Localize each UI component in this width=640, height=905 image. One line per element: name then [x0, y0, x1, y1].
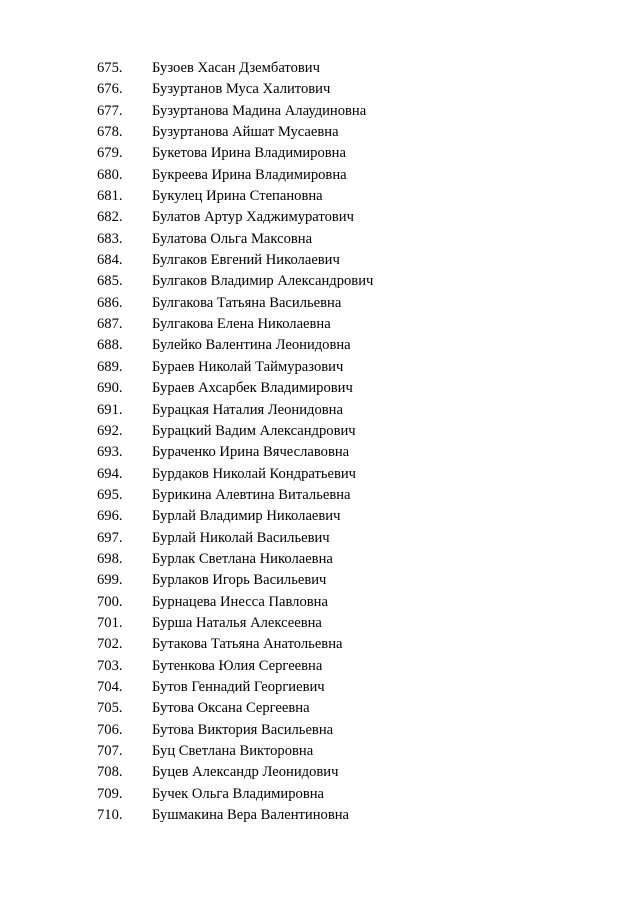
entry-name: Бузуртанова Мадина Алаудиновна: [152, 102, 367, 119]
list-item: [0, 464, 640, 485]
entry-number: 694.: [97, 465, 123, 482]
entry-name: Булгакова Елена Николаевна: [152, 316, 331, 333]
entry-name: Бурикина Алевтина Витальевна: [152, 486, 351, 503]
entry-name: Букреева Ирина Владимировна: [152, 166, 347, 183]
entry-number: 679.: [97, 145, 123, 162]
entry-number: 689.: [97, 358, 123, 375]
list-item: [0, 805, 640, 826]
entry-number: 684.: [97, 252, 123, 269]
entry-number: 686.: [97, 294, 123, 311]
list-item: [0, 335, 640, 356]
entry-number: 687.: [97, 316, 123, 333]
entry-name: Булгаков Владимир Александрович: [152, 273, 374, 290]
list-item: [0, 293, 640, 314]
entry-number: 685.: [97, 273, 123, 290]
entry-name: Бурацкая Наталия Леонидовна: [152, 401, 343, 418]
entry-name: Бузуртанова Айшат Мусаевна: [152, 124, 339, 141]
entry-number: 678.: [97, 124, 123, 141]
entry-name: Бутова Оксана Сергеевна: [152, 700, 310, 717]
entry-number: 688.: [97, 337, 123, 354]
entry-name: Бурлай Владимир Николаевич: [152, 508, 341, 525]
entry-name: Бураев Николай Таймуразович: [152, 358, 344, 375]
entry-name: Бурнацева Инесса Павловна: [152, 593, 328, 610]
entry-name: Бутов Геннадий Георгиевич: [152, 678, 325, 695]
entry-name: Бушмакина Вера Валентиновна: [152, 807, 350, 824]
list-item: [0, 677, 640, 698]
entry-name: Бурацкий Вадим Александрович: [152, 422, 356, 439]
entry-name: Бурлай Николай Васильевич: [152, 529, 330, 546]
list-item: [0, 165, 640, 186]
name-list: [0, 58, 640, 826]
entry-number: 700.: [97, 593, 123, 610]
entry-number: 697.: [97, 529, 123, 546]
entry-name: Бутакова Татьяна Анатольевна: [152, 636, 343, 653]
list-item: [0, 250, 640, 271]
list-item: [0, 656, 640, 677]
list-item: [0, 378, 640, 399]
entry-number: 692.: [97, 422, 123, 439]
entry-number: 699.: [97, 572, 123, 589]
entry-name: Бузоев Хасан Дзембатович: [152, 60, 320, 76]
entry-name: Бучек Ольга Владимировна: [152, 785, 325, 802]
entry-number: 696.: [97, 508, 123, 525]
entry-name: Бузуртанов Муса Халитович: [152, 81, 331, 98]
list-item: [0, 101, 640, 122]
list-item: [0, 506, 640, 527]
entry-name: Булейко Валентина Леонидовна: [152, 337, 351, 354]
entry-number: 708.: [97, 764, 123, 781]
entry-number: 683.: [97, 230, 123, 247]
entry-name: Булгаков Евгений Николаевич: [152, 252, 340, 269]
entry-number: 701.: [97, 614, 123, 631]
entry-number: 709.: [97, 785, 123, 802]
list-item: [0, 271, 640, 292]
entry-name: Бураченко Ирина Вячеславовна: [152, 444, 350, 461]
entry-number: 682.: [97, 209, 123, 226]
entry-name: Бурлаков Игорь Васильевич: [152, 572, 327, 589]
entry-number: 704.: [97, 678, 123, 695]
list-item: [0, 485, 640, 506]
entry-number: 698.: [97, 550, 123, 567]
entry-name: Бутенкова Юлия Сергеевна: [152, 657, 323, 674]
entry-number: 703.: [97, 657, 123, 674]
list-item: [0, 79, 640, 100]
list-item: [0, 570, 640, 591]
entry-number: 693.: [97, 444, 123, 461]
list-item: [0, 122, 640, 143]
list-item: [0, 784, 640, 805]
entry-name: Бурша Наталья Алексеевна: [152, 614, 322, 631]
entry-name: Бурдаков Николай Кондратьевич: [152, 465, 357, 482]
list-item: [0, 528, 640, 549]
list-item: [0, 314, 640, 335]
entry-number: 681.: [97, 188, 123, 205]
entry-number: 707.: [97, 743, 123, 759]
list-item: [0, 698, 640, 719]
entry-number: 676.: [97, 81, 123, 98]
list-item: [0, 741, 640, 762]
list-item: [0, 592, 640, 613]
list-item: [0, 613, 640, 634]
list-item: [0, 549, 640, 570]
entry-number: 680.: [97, 166, 123, 183]
list-item: [0, 762, 640, 783]
entry-number: 695.: [97, 486, 123, 503]
entry-number: 691.: [97, 401, 123, 418]
entry-number: 677.: [97, 102, 123, 119]
entry-name: Булатова Ольга Максовна: [152, 230, 313, 247]
entry-number: 690.: [97, 380, 123, 397]
list-item: [0, 207, 640, 228]
entry-name: Бураев Ахсарбек Владимирович: [152, 380, 353, 397]
list-item: [0, 400, 640, 421]
entry-number: 702.: [97, 636, 123, 653]
list-item: [0, 186, 640, 207]
entry-number: 706.: [97, 721, 123, 738]
entry-name: Бурлак Светлана Николаевна: [152, 550, 333, 567]
entry-name: Букетова Ирина Владимировна: [152, 145, 346, 162]
list-item: [0, 634, 640, 655]
entry-name: Буцев Александр Леонидович: [152, 764, 339, 781]
entry-number: 705.: [97, 700, 123, 717]
entry-number: 710.: [97, 807, 123, 824]
entry-number: 675.: [97, 60, 123, 76]
list-item: [0, 421, 640, 442]
entry-name: Буц Светлана Викторовна: [152, 743, 314, 759]
list-item: [0, 229, 640, 250]
list-item: [0, 442, 640, 463]
list-item: [0, 58, 640, 79]
entry-name: Букулец Ирина Степановна: [152, 188, 323, 205]
entry-name: Бутова Виктория Васильевна: [152, 721, 334, 738]
entry-name: Булатов Артур Хаджимуратович: [152, 209, 354, 226]
list-item: [0, 357, 640, 378]
list-item: [0, 720, 640, 741]
entry-name: Булгакова Татьяна Васильевна: [152, 294, 342, 311]
list-item: [0, 143, 640, 164]
